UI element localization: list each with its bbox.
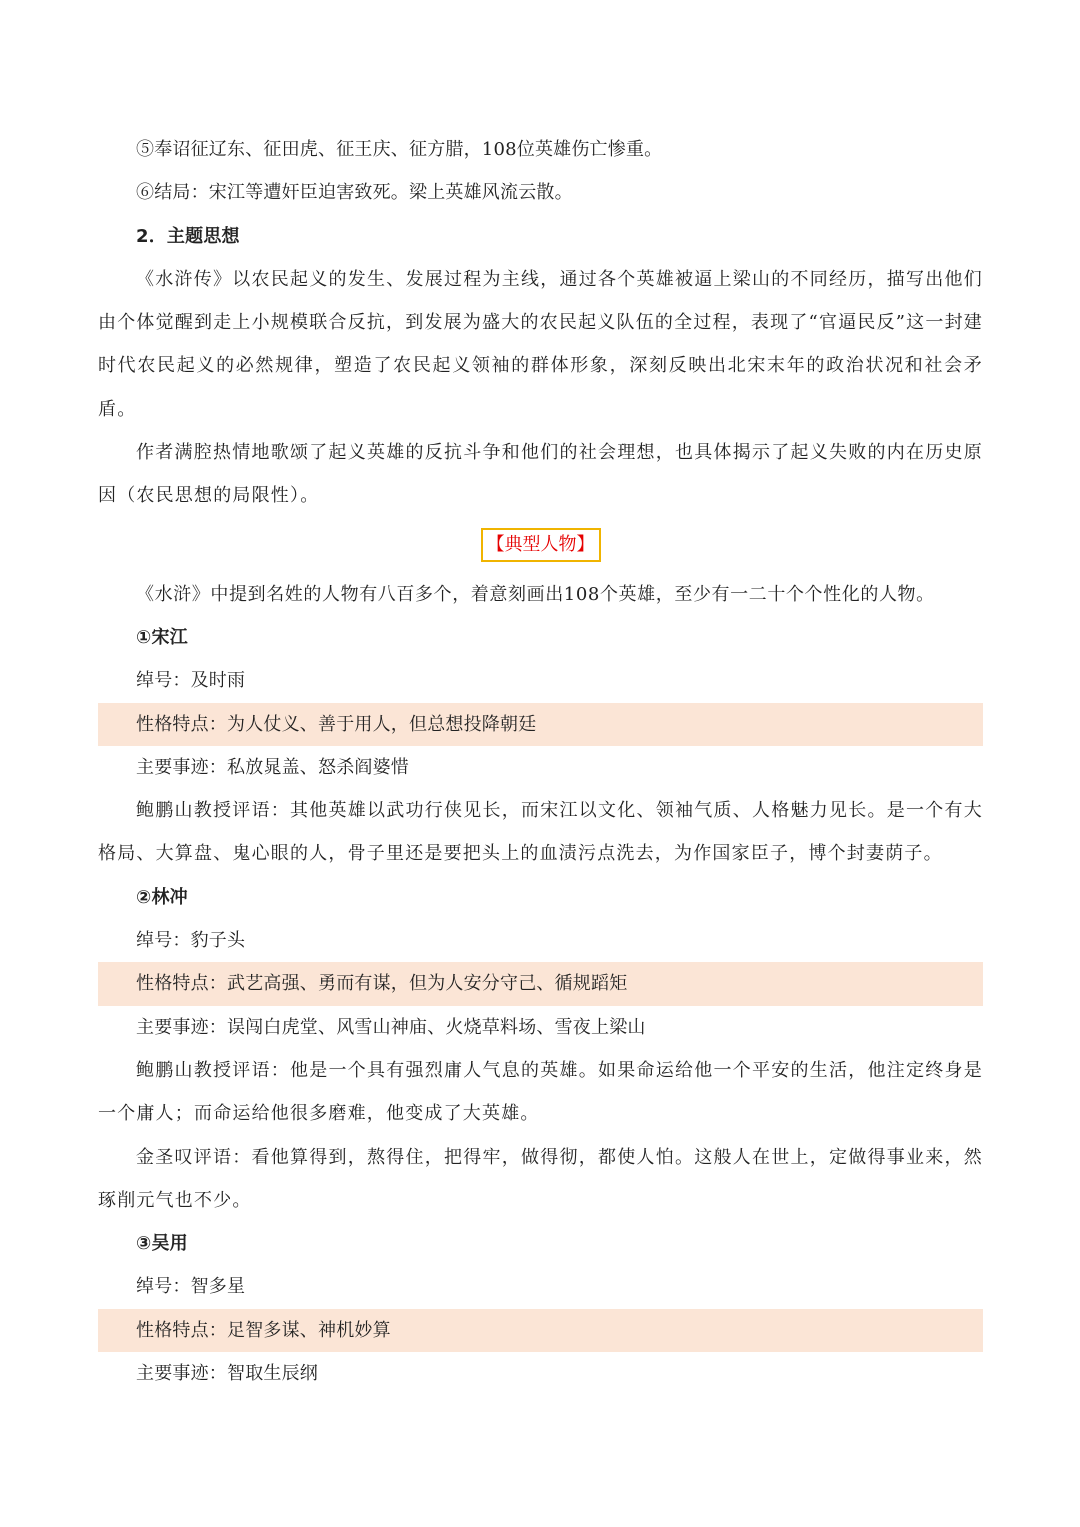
plot-item-6: ⑥结局：宋江等遭奸臣迫害致死。梁上英雄风流云散。	[136, 182, 573, 204]
characters-section-tag: 【典型人物】	[481, 528, 601, 562]
character-comment-songjiang: 鲍鹏山教授评语：其他英雄以武功行侠见长，而宋江以文化、领袖气质、人格魅力见长。是一个有大格局、大算盘、鬼心眼的人，骨子里还是要把头上的血渍污点洗去，为作国家臣子，博个封妻荫子。	[98, 800, 983, 865]
character-nickname-linchong: 绰号：豹子头	[136, 930, 246, 952]
characters-intro: 《水浒》中提到名姓的人物有八百多个，着意刻画出108个英雄，至少有一二十个个性化的人物。	[136, 583, 935, 605]
characters-section-header	[98, 518, 983, 573]
character-comment-linchong-bao: 鲍鹏山教授评语：他是一个具有强烈庸人气息的英雄。如果命运给他一个平安的生活，他注定终身是一个庸人；而命运给他很多磨难，他变成了大英雄。	[98, 1059, 983, 1125]
character-nickname-songjiang: 绰号：及时雨	[136, 670, 246, 692]
theme-paragraph-2: 作者满腔热情地歌颂了起义英雄的反抗斗争和他们的社会理想，也具体揭示了起义失败的内在历史原因（农民思想的局限性）。	[98, 442, 983, 507]
character-deeds-linchong: 主要事迹：误闯白虎堂、风雪山神庙、火烧草料场、雪夜上梁山	[136, 1016, 646, 1038]
character-deeds-songjiang: 主要事迹：私放晁盖、怒杀阎婆惜	[136, 756, 409, 778]
character-deeds-wuyong: 主要事迹：智取生辰纲	[136, 1363, 318, 1385]
document-content	[98, 128, 983, 1395]
character-traits-linchong: 性格特点：武艺高强、勇而有谋，但为人安分守己、循规蹈矩	[98, 962, 983, 1005]
character-name-songjiang: ①宋江	[136, 626, 188, 648]
character-comment-linchong-jin: 金圣叹评语：看他算得到，熬得住，把得牢，做得彻，都使人怕。这般人在世上，定做得事业来，然琢削元气也不少。	[98, 1146, 983, 1211]
character-name-linchong: ②林冲	[136, 886, 188, 908]
theme-heading: 2．主题思想	[136, 225, 240, 247]
character-traits-songjiang: 性格特点：为人仗义、善于用人，但总想投降朝廷	[98, 703, 983, 746]
plot-item-5: ⑤奉诏征辽东、征田虎、征王庆、征方腊，108位英雄伤亡惨重。	[136, 139, 663, 160]
theme-paragraph-1: 《水浒传》以农民起义的发生、发展过程为主线，通过各个英雄被逼上梁山的不同经历，描写出他们由个体觉醒到走上小规模联合反抗，到发展为盛大的农民起义队伍的全过程，表现了“官逼民反”这一封建时代农民起义的必然规律，塑造了农民起义领袖的群体形象，深刻反映出北宋末年的政治状况和社会矛盾。	[98, 268, 983, 420]
character-name-wuyong: ③吴用	[136, 1233, 188, 1255]
character-nickname-wuyong: 绰号：智多星	[136, 1276, 246, 1298]
character-traits-wuyong: 性格特点：足智多谋、神机妙算	[98, 1309, 983, 1352]
